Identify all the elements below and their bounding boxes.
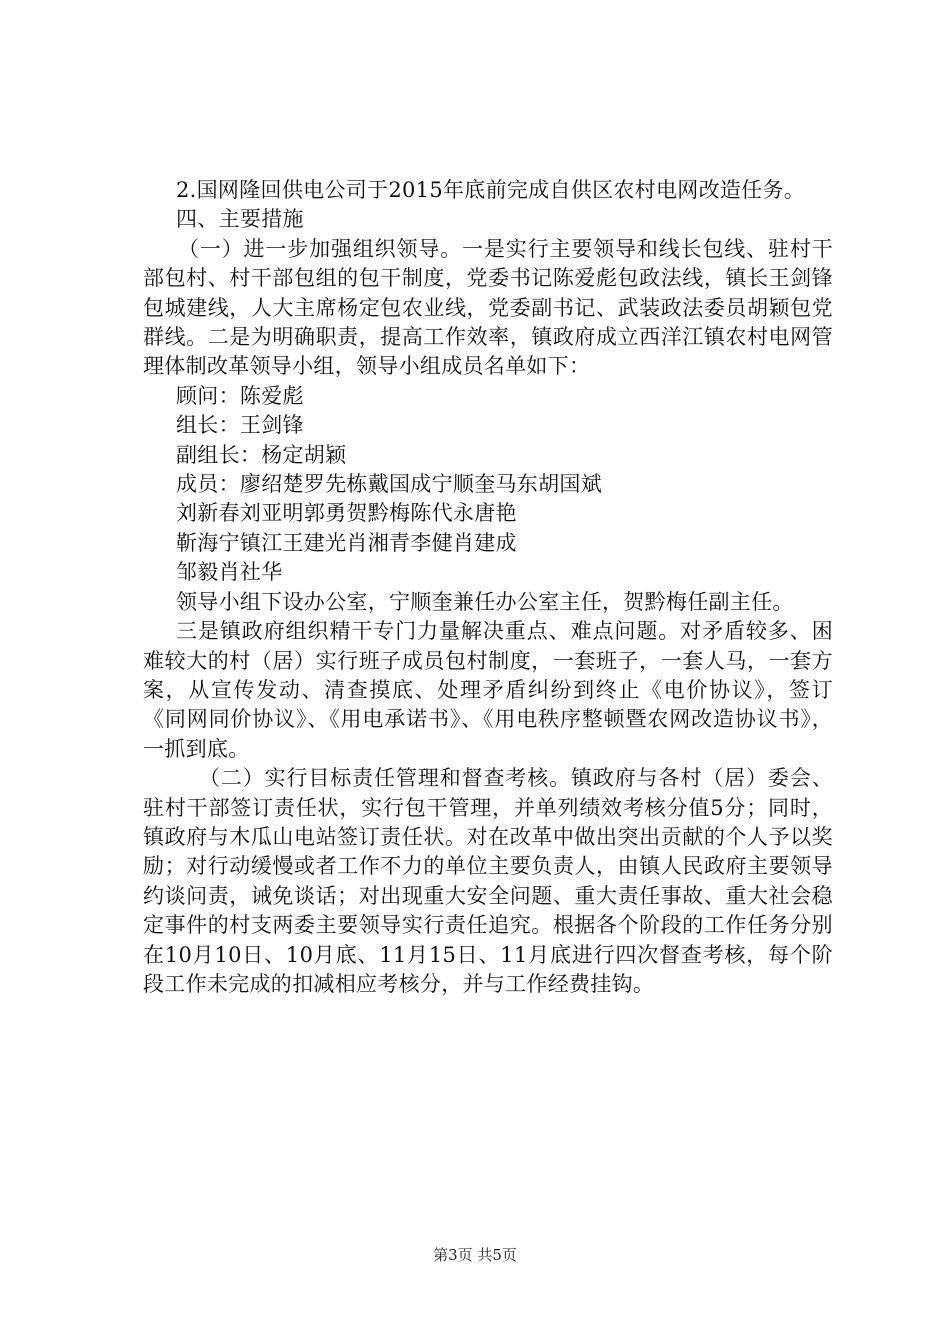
paragraph-organization-leadership: （一）进一步加强组织领导。一是实行主要领导和线长包线、驻村干部包村、村干部包组的包干制度，党委书记陈爱彪包政法线，镇长王剑锋包城建线，人大主席杨定包农业线，党委副书记、武装政法委员胡颖包党群线。二是为明确职责，提高工作效率，镇政府成立西洋江镇农村电网管理体制改革领导小组，领导小组成员名单如下：: [143, 236, 833, 379]
members-line-3: 靳海宁镇江王建光肖湘青李健肖建成: [176, 530, 517, 555]
members-line-1: 成员：廖绍楚罗先栋戴国成宁顺奎马东胡国斌: [176, 472, 602, 497]
deputy-leader-line: 副组长：杨定胡颖: [176, 442, 347, 467]
paragraph-grid-task: 2.国网隆回供电公司于2015年底前完成自供区农村电网改造任务。: [176, 178, 806, 202]
page-number-footer: 第3页 共5页: [433, 1246, 517, 1264]
document-body: [143, 176, 833, 999]
leader-line: 组长：王剑锋: [176, 413, 304, 438]
paragraph-office-setup: 领导小组下设办公室，宁顺奎兼任办公室主任，贺黔梅任副主任。: [176, 589, 794, 614]
paragraph-responsibility-assessment: （二）实行目标责任管理和督查考核。镇政府与各村（居）委会、驻村干部签订责任状，实行包干管理，并单列绩效考核分值5分；同时，镇政府与木瓜山电站签订责任状。对在改革中做出突出贡献的个人予以奖励；对行动缓慢或者工作不力的单位主要负责人，由镇人民政府主要领导约谈问责，诫免谈话；对出现重大安全问题、重大责任事故、重大社会稳定事件的村支两委主要领导实行责任追究。根据各个阶段的工作任务分别在10月10日、10月底、11月15日、11月底进行四次督查考核，每个阶段工作未完成的扣减相应考核分，并与工作经费挂钩。: [143, 766, 833, 996]
paragraph-key-problems: 三是镇政府组织精干专门力量解决重点、难点问题。对矛盾较多、困难较大的村（居）实行班子成员包村制度，一套班子，一套人马，一套方案，从宣传发动、清查摸底、处理矛盾纠纷到终止《电价协议》，签订《同网同价协议》、《用电承诺书》、《用电秩序整顿暨农网改造协议书》，一抓到底。: [143, 619, 833, 761]
members-line-2: 刘新春刘亚明郭勇贺黔梅陈代永唐艳: [176, 501, 517, 526]
members-line-4: 邹毅肖社华: [176, 560, 283, 585]
advisor-line: 顾问：陈爱彪: [176, 383, 304, 408]
section-heading-main-measures: 四、主要措施: [176, 207, 304, 232]
